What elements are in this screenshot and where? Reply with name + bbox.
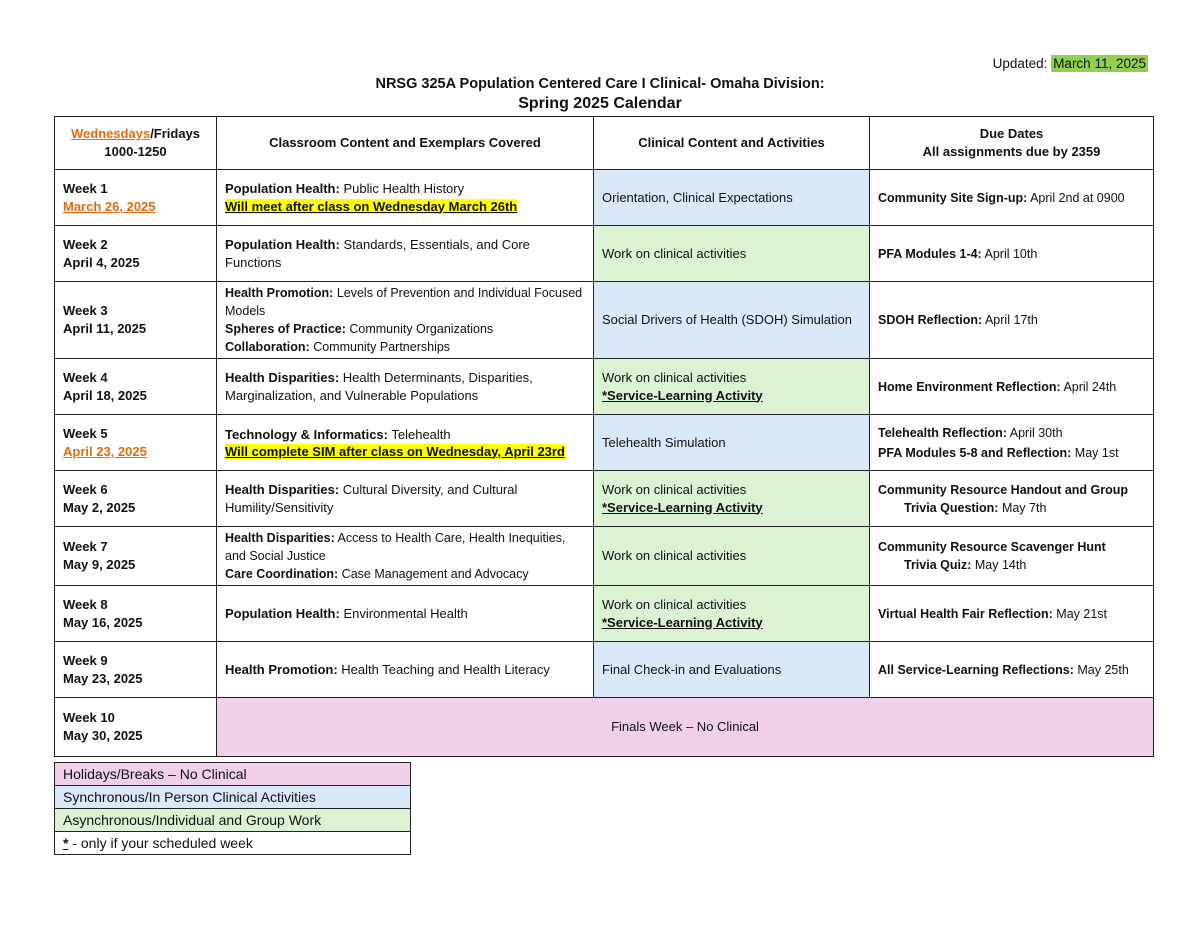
week-date: May 30, 2025 bbox=[63, 728, 143, 743]
clinical-cell bbox=[594, 471, 870, 527]
week-cell bbox=[55, 415, 217, 471]
due-text: April 30th bbox=[1006, 425, 1063, 440]
table-row bbox=[55, 226, 1154, 282]
week-cell bbox=[55, 586, 217, 642]
header-row bbox=[55, 117, 1154, 170]
topic-label: Population Health: bbox=[225, 180, 340, 196]
updated-stamp bbox=[993, 56, 1148, 71]
due-cell bbox=[870, 642, 1154, 698]
due-text: May 21st bbox=[1052, 606, 1107, 621]
table-row bbox=[55, 170, 1154, 226]
legend-star bbox=[55, 832, 411, 855]
clinical-text: Work on clinical activities bbox=[602, 596, 747, 612]
legend-asynchronous: Asynchronous/Individual and Group Work bbox=[55, 809, 411, 832]
classroom-cell bbox=[217, 170, 594, 226]
topic-text: Environmental Health bbox=[339, 605, 468, 621]
due-label: SDOH Reflection: bbox=[878, 313, 983, 327]
updated-label: Updated: bbox=[992, 56, 1048, 71]
topic-text: Public Health History bbox=[339, 180, 465, 196]
title-line-1: NRSG 325A Population Centered Care I Clinical- Omaha Division: bbox=[375, 76, 825, 92]
classroom-cell bbox=[217, 415, 594, 471]
week-date: May 9, 2025 bbox=[63, 557, 136, 572]
clinical-cell bbox=[594, 359, 870, 415]
due-text: May 14th bbox=[971, 558, 1027, 572]
col-header-classroom: Classroom Content and Exemplars Covered bbox=[217, 117, 594, 170]
table-row bbox=[55, 698, 1154, 757]
due-label: Trivia Question: bbox=[904, 500, 999, 515]
table-row bbox=[55, 471, 1154, 527]
week-cell bbox=[55, 698, 217, 757]
due-label: Home Environment Reflection: bbox=[878, 379, 1061, 394]
updated-date: March 11, 2025 bbox=[1053, 56, 1146, 71]
topic-label: Health Promotion: bbox=[225, 286, 334, 300]
week-date: May 23, 2025 bbox=[63, 670, 143, 686]
due-text: April 10th bbox=[981, 246, 1038, 261]
legend-holidays: Holidays/Breaks – No Clinical bbox=[55, 763, 411, 786]
table-row bbox=[55, 527, 1154, 586]
due-cell bbox=[870, 226, 1154, 282]
col-header-wednesdays: Wednesdays bbox=[70, 126, 151, 141]
due-text: April 2nd at 0900 bbox=[1027, 190, 1125, 205]
week-label: Week 6 bbox=[63, 481, 108, 497]
due-cell bbox=[870, 527, 1154, 586]
topic-text: Community Partnerships bbox=[309, 340, 451, 354]
clinical-cell: Final Check-in and Evaluations bbox=[594, 642, 870, 698]
week-date: April 18, 2025 bbox=[63, 387, 147, 403]
week-label: Week 10 bbox=[63, 710, 115, 725]
col-header-clinical: Clinical Content and Activities bbox=[594, 117, 870, 170]
topic-text: Community Organizations bbox=[345, 322, 494, 336]
topic-label: Collaboration: bbox=[225, 340, 310, 354]
topic-label: Technology & Informatics: bbox=[225, 426, 388, 442]
legend-star-text: - only if your scheduled week bbox=[68, 835, 253, 851]
due-text: May 25th bbox=[1073, 662, 1129, 677]
due-cell bbox=[870, 282, 1154, 359]
topic-label: Spheres of Practice: bbox=[225, 322, 346, 336]
table-row bbox=[55, 586, 1154, 642]
week-date: April 23, 2025 bbox=[63, 443, 147, 459]
highlight-note: Will meet after class on Wednesday March 26th bbox=[225, 198, 518, 214]
legend-synchronous: Synchronous/In Person Clinical Activities bbox=[55, 786, 411, 809]
week-label: Week 1 bbox=[63, 180, 108, 196]
classroom-cell bbox=[217, 282, 594, 359]
col-header-fridays: /Fridays bbox=[150, 126, 201, 141]
service-learning-note: *Service-Learning Activity bbox=[602, 499, 763, 515]
service-learning-note: *Service-Learning Activity bbox=[602, 614, 763, 630]
week-date: April 4, 2025 bbox=[63, 254, 140, 270]
classroom-cell bbox=[217, 359, 594, 415]
topic-text: Levels of Prevention and Individual Focused Models bbox=[225, 286, 583, 318]
topic-label: Health Disparities: bbox=[225, 531, 335, 545]
week-label: Week 2 bbox=[63, 236, 108, 252]
finals-cell: Finals Week – No Clinical bbox=[217, 698, 1154, 757]
week-cell bbox=[55, 359, 217, 415]
due-text: April 24th bbox=[1060, 379, 1117, 394]
due-cell bbox=[870, 359, 1154, 415]
week-date: May 16, 2025 bbox=[63, 614, 143, 630]
classroom-cell bbox=[217, 642, 594, 698]
due-cell bbox=[870, 586, 1154, 642]
week-label: Week 3 bbox=[63, 303, 108, 318]
topic-label: Health Disparities: bbox=[225, 369, 340, 385]
topic-label: Population Health: bbox=[225, 236, 340, 252]
classroom-cell bbox=[217, 226, 594, 282]
week-cell bbox=[55, 226, 217, 282]
topic-text: Standards, Essentials, and Core Functions bbox=[225, 236, 530, 270]
week-cell bbox=[55, 282, 217, 359]
table-row bbox=[55, 359, 1154, 415]
week-cell bbox=[55, 642, 217, 698]
service-learning-note: *Service-Learning Activity bbox=[602, 387, 763, 403]
due-text: May 7th bbox=[998, 500, 1047, 515]
classroom-cell bbox=[217, 586, 594, 642]
clinical-cell: Telehealth Simulation bbox=[594, 415, 870, 471]
title-line-2: Spring 2025 Calendar bbox=[518, 95, 682, 112]
due-label: PFA Modules 5-8 and Reflection: bbox=[878, 445, 1072, 460]
highlight-note: Will complete SIM after class on Wednesday, April 23rd bbox=[225, 443, 565, 459]
due-label: PFA Modules 1-4: bbox=[878, 246, 982, 261]
week-cell bbox=[55, 471, 217, 527]
topic-label: Health Disparities: bbox=[225, 481, 340, 497]
due-cell bbox=[870, 415, 1154, 471]
classroom-cell bbox=[217, 527, 594, 586]
week-cell bbox=[55, 527, 217, 586]
week-date: April 11, 2025 bbox=[63, 321, 147, 336]
clinical-cell: Social Drivers of Health (SDOH) Simulation bbox=[594, 282, 870, 359]
table-row bbox=[55, 415, 1154, 471]
due-label: Virtual Health Fair Reflection: bbox=[878, 606, 1053, 621]
week-cell bbox=[55, 170, 217, 226]
week-label: Week 8 bbox=[63, 596, 108, 612]
week-label: Week 5 bbox=[63, 425, 108, 441]
topic-label: Population Health: bbox=[225, 605, 340, 621]
due-cell bbox=[870, 170, 1154, 226]
col-header-time: 1000-1250 bbox=[104, 144, 167, 159]
week-date: May 2, 2025 bbox=[63, 499, 136, 515]
classroom-cell bbox=[217, 471, 594, 527]
col-header-due bbox=[870, 117, 1154, 170]
due-label: All Service-Learning Reflections: bbox=[878, 662, 1074, 677]
week-label: Week 4 bbox=[63, 369, 108, 385]
topic-label: Health Promotion: bbox=[225, 661, 338, 677]
col-header-due-note: All assignments due by 2359 bbox=[922, 144, 1101, 159]
due-label: Community Resource Handout and Group bbox=[878, 482, 1129, 497]
due-text: April 17th bbox=[982, 313, 1038, 327]
due-text: May 1st bbox=[1071, 445, 1119, 460]
legend-star-mark: * bbox=[63, 835, 69, 851]
due-label: Community Resource Scavenger Hunt bbox=[878, 540, 1106, 554]
clinical-cell: Work on clinical activities bbox=[594, 226, 870, 282]
topic-text: Telehealth bbox=[388, 426, 451, 442]
clinical-cell: Orientation, Clinical Expectations bbox=[594, 170, 870, 226]
week-label: Week 9 bbox=[63, 652, 108, 668]
clinical-cell bbox=[594, 586, 870, 642]
topic-text: Access to Health Care, Health Inequities, and Social Justice bbox=[225, 531, 566, 563]
week-date: March 26, 2025 bbox=[63, 198, 156, 214]
due-label: Community Site Sign-up: bbox=[878, 190, 1028, 205]
clinical-text: Work on clinical activities bbox=[602, 481, 747, 497]
clinical-cell: Work on clinical activities bbox=[594, 527, 870, 586]
clinical-text: Work on clinical activities bbox=[602, 369, 747, 385]
topic-label: Care Coordination: bbox=[225, 567, 339, 581]
page-title bbox=[0, 74, 1200, 114]
topic-text: Cultural Diversity, and Cultural Humility/Sensitivity bbox=[225, 481, 518, 515]
table-row bbox=[55, 282, 1154, 359]
col-header-due-title: Due Dates bbox=[979, 126, 1044, 141]
table-row bbox=[55, 642, 1154, 698]
topic-text: Case Management and Advocacy bbox=[338, 567, 529, 581]
week-label: Week 7 bbox=[63, 539, 108, 554]
topic-text: Health Teaching and Health Literacy bbox=[337, 661, 550, 677]
due-label: Telehealth Reflection: bbox=[878, 425, 1007, 440]
legend bbox=[54, 762, 411, 855]
due-label: Trivia Quiz: bbox=[904, 558, 972, 572]
col-header-days bbox=[55, 117, 217, 170]
calendar-table bbox=[54, 116, 1154, 757]
topic-text: Health Determinants, Disparities, Marginalization, and Vulnerable Populations bbox=[225, 369, 533, 403]
due-cell bbox=[870, 471, 1154, 527]
